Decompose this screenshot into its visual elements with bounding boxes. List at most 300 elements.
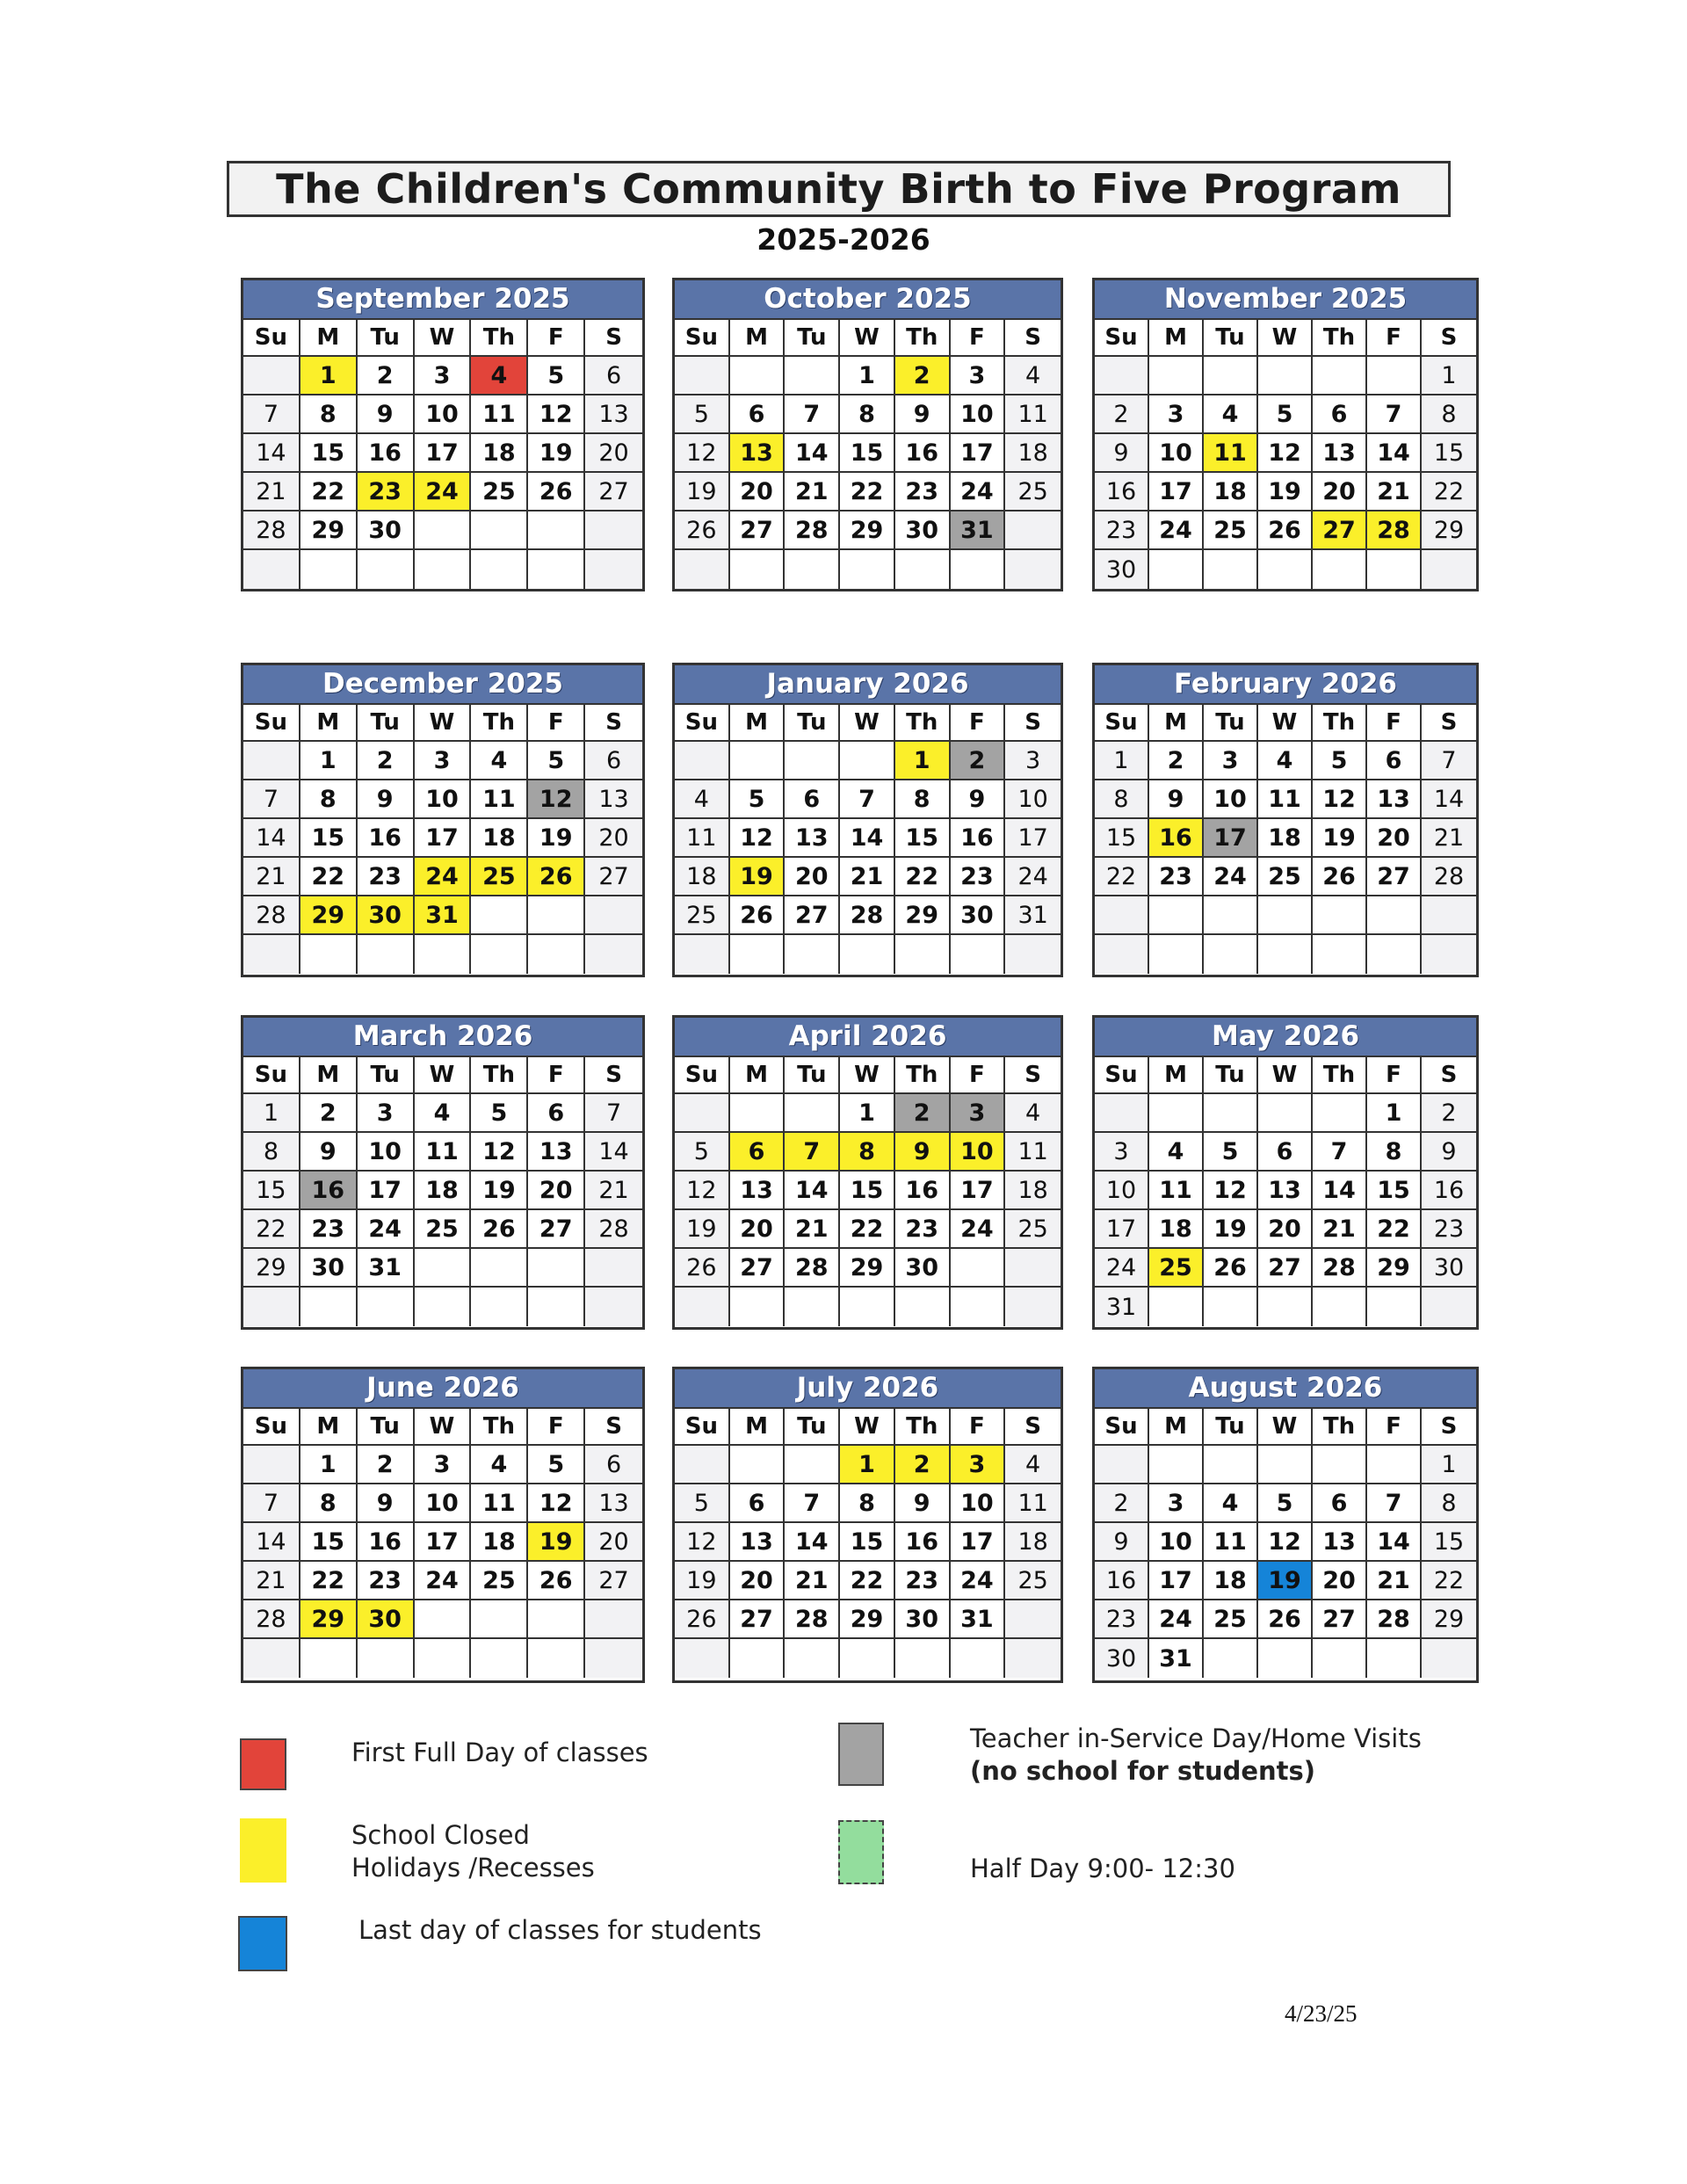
weekday-header: S bbox=[1422, 1409, 1476, 1446]
empty-day-cell bbox=[415, 550, 472, 589]
week-row bbox=[675, 1249, 1061, 1288]
day-cell: 23 bbox=[951, 858, 1006, 896]
empty-day-cell bbox=[840, 1288, 895, 1326]
day-cell: 13 bbox=[528, 1133, 585, 1172]
day-cell: 23 bbox=[895, 1562, 951, 1600]
empty-day-cell bbox=[471, 1639, 528, 1678]
week-row bbox=[1095, 1523, 1476, 1562]
day-cell: 2 bbox=[895, 1446, 951, 1484]
day-cell: 28 bbox=[243, 896, 300, 935]
day-cell: 28 bbox=[785, 1600, 840, 1639]
empty-day-cell bbox=[1313, 1094, 1367, 1133]
day-cell: 31 bbox=[1005, 896, 1061, 935]
day-cell: 30 bbox=[358, 896, 415, 935]
empty-day-cell bbox=[1149, 1446, 1204, 1484]
weekday-header: M bbox=[300, 320, 358, 357]
day-cell: 24 bbox=[951, 1562, 1006, 1600]
day-cell: 21 bbox=[785, 473, 840, 512]
day-cell: 27 bbox=[585, 858, 642, 896]
day-cell: 27 bbox=[1258, 1249, 1313, 1288]
day-cell: 17 bbox=[1005, 819, 1061, 858]
empty-day-cell bbox=[1258, 1094, 1313, 1133]
day-cell: 10 bbox=[415, 395, 472, 434]
empty-day-cell bbox=[1258, 1288, 1313, 1326]
day-cell: 21 bbox=[243, 1562, 300, 1600]
weekday-header: Th bbox=[471, 1057, 528, 1094]
weekday-header: W bbox=[415, 1057, 472, 1094]
empty-day-cell bbox=[528, 1249, 585, 1288]
day-cell: 20 bbox=[730, 1562, 786, 1600]
empty-day-cell bbox=[471, 935, 528, 974]
day-cell: 13 bbox=[1313, 1523, 1367, 1562]
day-cell: 26 bbox=[528, 858, 585, 896]
day-cell: 31 bbox=[358, 1249, 415, 1288]
week-row bbox=[1095, 1639, 1476, 1678]
day-cell: 11 bbox=[1149, 1172, 1204, 1210]
day-cell: 16 bbox=[358, 434, 415, 473]
empty-day-cell bbox=[528, 1600, 585, 1639]
weekday-header: S bbox=[1005, 1057, 1061, 1094]
day-cell: 13 bbox=[585, 395, 642, 434]
weekday-header: W bbox=[415, 320, 472, 357]
empty-day-cell bbox=[675, 742, 730, 780]
empty-day-cell bbox=[1005, 1600, 1061, 1639]
day-cell: 3 bbox=[1149, 1484, 1204, 1523]
weekday-header: Th bbox=[895, 1409, 951, 1446]
day-cell: 8 bbox=[895, 780, 951, 819]
day-cell: 19 bbox=[528, 1523, 585, 1562]
empty-day-cell bbox=[528, 935, 585, 974]
legend-swatch-blue bbox=[238, 1916, 287, 1971]
day-cell: 12 bbox=[1204, 1172, 1258, 1210]
empty-day-cell bbox=[300, 1639, 358, 1678]
day-cell: 24 bbox=[358, 1210, 415, 1249]
day-cell: 17 bbox=[415, 434, 472, 473]
day-cell: 17 bbox=[415, 819, 472, 858]
day-cell: 27 bbox=[1313, 1600, 1367, 1639]
day-cell: 13 bbox=[585, 780, 642, 819]
day-cell: 6 bbox=[1367, 742, 1422, 780]
day-cell: 24 bbox=[1149, 512, 1204, 550]
day-cell: 9 bbox=[1422, 1133, 1476, 1172]
day-cell: 31 bbox=[1095, 1288, 1149, 1326]
empty-day-cell bbox=[415, 512, 472, 550]
month-calendar bbox=[1092, 278, 1479, 591]
weekday-header: Tu bbox=[785, 1409, 840, 1446]
day-cell: 27 bbox=[730, 1600, 786, 1639]
empty-day-cell bbox=[675, 1094, 730, 1133]
day-cell: 27 bbox=[1313, 512, 1367, 550]
day-cell: 14 bbox=[785, 1172, 840, 1210]
day-cell: 10 bbox=[1005, 780, 1061, 819]
day-cell: 3 bbox=[951, 1094, 1006, 1133]
empty-day-cell bbox=[840, 742, 895, 780]
title-box bbox=[227, 161, 1451, 217]
week-row bbox=[675, 1484, 1061, 1523]
day-cell: 13 bbox=[1367, 780, 1422, 819]
day-cell: 3 bbox=[358, 1094, 415, 1133]
day-cell: 25 bbox=[1258, 858, 1313, 896]
weekday-header-row bbox=[243, 320, 642, 357]
month-calendar bbox=[672, 663, 1063, 977]
legend-swatch-yellow bbox=[240, 1818, 286, 1883]
day-cell: 30 bbox=[895, 1249, 951, 1288]
month-calendar bbox=[1092, 1015, 1479, 1330]
empty-day-cell bbox=[358, 1288, 415, 1326]
week-row bbox=[243, 395, 642, 434]
week-row bbox=[243, 896, 642, 935]
day-cell: 20 bbox=[1367, 819, 1422, 858]
empty-day-cell bbox=[1005, 1639, 1061, 1678]
day-cell: 7 bbox=[785, 1484, 840, 1523]
day-cell: 15 bbox=[1367, 1172, 1422, 1210]
week-row bbox=[675, 1600, 1061, 1639]
day-cell: 25 bbox=[1149, 1249, 1204, 1288]
day-cell: 23 bbox=[1095, 512, 1149, 550]
empty-day-cell bbox=[730, 1094, 786, 1133]
week-row bbox=[1095, 1484, 1476, 1523]
day-cell: 10 bbox=[1149, 1523, 1204, 1562]
month-title: December 2025 bbox=[243, 665, 642, 705]
weekday-header-row bbox=[243, 1057, 642, 1094]
day-cell: 8 bbox=[1367, 1133, 1422, 1172]
week-row bbox=[675, 1523, 1061, 1562]
weekday-header: S bbox=[1005, 705, 1061, 742]
day-cell: 18 bbox=[415, 1172, 472, 1210]
day-cell: 16 bbox=[358, 819, 415, 858]
day-cell: 7 bbox=[243, 395, 300, 434]
weekday-header: Th bbox=[471, 1409, 528, 1446]
month-title: July 2026 bbox=[675, 1369, 1061, 1409]
day-cell: 22 bbox=[840, 473, 895, 512]
week-row bbox=[1095, 1288, 1476, 1326]
month-calendar bbox=[672, 1015, 1063, 1330]
day-cell: 25 bbox=[471, 1562, 528, 1600]
day-cell: 11 bbox=[1258, 780, 1313, 819]
empty-day-cell bbox=[730, 1446, 786, 1484]
day-cell: 29 bbox=[840, 512, 895, 550]
weekday-header: Su bbox=[1095, 1057, 1149, 1094]
day-cell: 11 bbox=[1005, 395, 1061, 434]
weekday-header-row bbox=[675, 1409, 1061, 1446]
day-cell: 26 bbox=[730, 896, 786, 935]
empty-day-cell bbox=[1258, 896, 1313, 935]
day-cell: 23 bbox=[895, 473, 951, 512]
day-cell: 9 bbox=[895, 1484, 951, 1523]
day-cell: 31 bbox=[951, 512, 1006, 550]
week-row bbox=[675, 512, 1061, 550]
legend-inservice-line1: Teacher in-Service Day/Home Visits bbox=[970, 1723, 1422, 1753]
empty-day-cell bbox=[1149, 357, 1204, 395]
weekday-header: F bbox=[951, 1409, 1006, 1446]
empty-day-cell bbox=[895, 935, 951, 974]
weekday-header: Tu bbox=[358, 1057, 415, 1094]
day-cell: 11 bbox=[415, 1133, 472, 1172]
empty-day-cell bbox=[1422, 896, 1476, 935]
weekday-header: W bbox=[1258, 705, 1313, 742]
empty-day-cell bbox=[1095, 357, 1149, 395]
empty-day-cell bbox=[730, 357, 786, 395]
weekday-header: Tu bbox=[358, 705, 415, 742]
day-cell: 2 bbox=[1149, 742, 1204, 780]
day-cell: 18 bbox=[471, 819, 528, 858]
day-cell: 1 bbox=[895, 742, 951, 780]
week-row bbox=[1095, 1172, 1476, 1210]
day-cell: 23 bbox=[358, 1562, 415, 1600]
day-cell: 25 bbox=[1204, 512, 1258, 550]
week-row bbox=[243, 935, 642, 974]
week-row bbox=[1095, 550, 1476, 589]
weekday-header-row bbox=[1095, 1409, 1476, 1446]
day-cell: 29 bbox=[243, 1249, 300, 1288]
weekday-header: Su bbox=[675, 1057, 730, 1094]
legend-swatch-red bbox=[240, 1738, 286, 1790]
day-cell: 28 bbox=[1367, 1600, 1422, 1639]
day-cell: 21 bbox=[785, 1562, 840, 1600]
month-title: September 2025 bbox=[243, 280, 642, 320]
day-cell: 2 bbox=[951, 742, 1006, 780]
day-cell: 11 bbox=[1204, 1523, 1258, 1562]
day-cell: 4 bbox=[1005, 357, 1061, 395]
empty-day-cell bbox=[1204, 357, 1258, 395]
day-cell: 2 bbox=[895, 357, 951, 395]
empty-day-cell bbox=[585, 550, 642, 589]
day-cell: 5 bbox=[675, 395, 730, 434]
weekday-header: Tu bbox=[1204, 1057, 1258, 1094]
legend-swatch-gray bbox=[838, 1723, 884, 1786]
week-row bbox=[243, 1639, 642, 1678]
day-cell: 10 bbox=[415, 780, 472, 819]
week-row bbox=[1095, 434, 1476, 473]
weekday-header: Su bbox=[243, 1409, 300, 1446]
month-calendar bbox=[241, 278, 645, 591]
week-row bbox=[243, 858, 642, 896]
empty-day-cell bbox=[1149, 550, 1204, 589]
weekday-header: Su bbox=[243, 320, 300, 357]
month-title: March 2026 bbox=[243, 1018, 642, 1057]
day-cell: 23 bbox=[358, 858, 415, 896]
day-cell: 9 bbox=[895, 1133, 951, 1172]
day-cell: 14 bbox=[785, 1523, 840, 1562]
day-cell: 18 bbox=[1258, 819, 1313, 858]
day-cell: 4 bbox=[471, 742, 528, 780]
day-cell: 1 bbox=[840, 1094, 895, 1133]
day-cell: 5 bbox=[730, 780, 786, 819]
weekday-header-row bbox=[675, 705, 1061, 742]
weekday-header: W bbox=[840, 705, 895, 742]
empty-day-cell bbox=[1149, 1094, 1204, 1133]
day-cell: 1 bbox=[300, 742, 358, 780]
day-cell: 22 bbox=[1422, 1562, 1476, 1600]
legend-swatch-green bbox=[838, 1820, 884, 1884]
day-cell: 20 bbox=[785, 858, 840, 896]
weekday-header: M bbox=[730, 320, 786, 357]
day-cell: 6 bbox=[730, 1484, 786, 1523]
empty-day-cell bbox=[1005, 512, 1061, 550]
day-cell: 9 bbox=[358, 395, 415, 434]
week-row bbox=[243, 357, 642, 395]
weekday-header: M bbox=[300, 1409, 358, 1446]
weekday-header: F bbox=[1367, 705, 1422, 742]
weekday-header: Tu bbox=[1204, 1409, 1258, 1446]
week-row bbox=[675, 1446, 1061, 1484]
day-cell: 18 bbox=[1005, 1172, 1061, 1210]
weekday-header: F bbox=[951, 320, 1006, 357]
week-row bbox=[243, 1288, 642, 1326]
empty-day-cell bbox=[585, 896, 642, 935]
empty-day-cell bbox=[840, 935, 895, 974]
day-cell: 14 bbox=[1313, 1172, 1367, 1210]
day-cell: 13 bbox=[585, 1484, 642, 1523]
week-row bbox=[675, 1133, 1061, 1172]
empty-day-cell bbox=[1313, 896, 1367, 935]
empty-day-cell bbox=[1258, 1446, 1313, 1484]
empty-day-cell bbox=[675, 1288, 730, 1326]
empty-day-cell bbox=[895, 550, 951, 589]
day-cell: 5 bbox=[471, 1094, 528, 1133]
day-cell: 16 bbox=[895, 1523, 951, 1562]
day-cell: 17 bbox=[951, 434, 1006, 473]
legend-closed-line2: Holidays /Recesses bbox=[351, 1853, 595, 1883]
day-cell: 16 bbox=[951, 819, 1006, 858]
week-row bbox=[675, 1639, 1061, 1678]
weekday-header: S bbox=[1005, 320, 1061, 357]
weekday-header: Th bbox=[471, 705, 528, 742]
empty-day-cell bbox=[951, 935, 1006, 974]
day-cell: 5 bbox=[528, 742, 585, 780]
day-cell: 14 bbox=[1422, 780, 1476, 819]
day-cell: 18 bbox=[1204, 473, 1258, 512]
page-title: The Children's Community Birth to Five Program bbox=[276, 165, 1401, 213]
week-row bbox=[243, 1172, 642, 1210]
weekday-header: S bbox=[585, 705, 642, 742]
day-cell: 25 bbox=[471, 473, 528, 512]
weekday-header: Th bbox=[1313, 320, 1367, 357]
legend-closed-label bbox=[351, 1819, 595, 1884]
month-title: August 2026 bbox=[1095, 1369, 1476, 1409]
day-cell: 11 bbox=[471, 780, 528, 819]
empty-day-cell bbox=[1095, 1446, 1149, 1484]
empty-day-cell bbox=[471, 550, 528, 589]
day-cell: 14 bbox=[1367, 434, 1422, 473]
day-cell: 23 bbox=[1095, 1600, 1149, 1639]
weekday-header-row bbox=[1095, 1057, 1476, 1094]
weekday-header: M bbox=[730, 705, 786, 742]
day-cell: 9 bbox=[1095, 434, 1149, 473]
day-cell: 8 bbox=[1422, 395, 1476, 434]
day-cell: 7 bbox=[840, 780, 895, 819]
weekday-header: S bbox=[1422, 1057, 1476, 1094]
legend-first-day-label: First Full Day of classes bbox=[351, 1738, 648, 1767]
weekday-header: W bbox=[840, 320, 895, 357]
week-row bbox=[243, 512, 642, 550]
day-cell: 1 bbox=[300, 1446, 358, 1484]
day-cell: 6 bbox=[730, 395, 786, 434]
day-cell: 13 bbox=[1258, 1172, 1313, 1210]
day-cell: 26 bbox=[1204, 1249, 1258, 1288]
day-cell: 15 bbox=[1422, 434, 1476, 473]
day-cell: 15 bbox=[840, 434, 895, 473]
week-row bbox=[243, 1600, 642, 1639]
day-cell: 23 bbox=[1149, 858, 1204, 896]
day-cell: 24 bbox=[951, 1210, 1006, 1249]
empty-day-cell bbox=[675, 1639, 730, 1678]
day-cell: 18 bbox=[1005, 1523, 1061, 1562]
week-row bbox=[243, 742, 642, 780]
day-cell: 5 bbox=[1258, 395, 1313, 434]
day-cell: 5 bbox=[1313, 742, 1367, 780]
week-row bbox=[1095, 742, 1476, 780]
day-cell: 20 bbox=[1313, 473, 1367, 512]
day-cell: 15 bbox=[243, 1172, 300, 1210]
empty-day-cell bbox=[1258, 357, 1313, 395]
day-cell: 7 bbox=[1313, 1133, 1367, 1172]
week-row bbox=[675, 819, 1061, 858]
day-cell: 12 bbox=[1258, 1523, 1313, 1562]
week-row bbox=[675, 1562, 1061, 1600]
day-cell: 5 bbox=[1204, 1133, 1258, 1172]
empty-day-cell bbox=[415, 1600, 472, 1639]
day-cell: 15 bbox=[300, 434, 358, 473]
empty-day-cell bbox=[730, 1639, 786, 1678]
legend-inservice-line2: (no school for students) bbox=[970, 1756, 1316, 1786]
day-cell: 17 bbox=[951, 1523, 1006, 1562]
day-cell: 12 bbox=[675, 1172, 730, 1210]
empty-day-cell bbox=[785, 357, 840, 395]
day-cell: 26 bbox=[1258, 1600, 1313, 1639]
weekday-header: W bbox=[415, 705, 472, 742]
day-cell: 8 bbox=[243, 1133, 300, 1172]
day-cell: 22 bbox=[300, 858, 358, 896]
week-row bbox=[1095, 1446, 1476, 1484]
empty-day-cell bbox=[1313, 357, 1367, 395]
weekday-header: Su bbox=[675, 320, 730, 357]
day-cell: 10 bbox=[358, 1133, 415, 1172]
empty-day-cell bbox=[1367, 935, 1422, 974]
day-cell: 2 bbox=[358, 742, 415, 780]
day-cell: 25 bbox=[675, 896, 730, 935]
day-cell: 28 bbox=[1422, 858, 1476, 896]
empty-day-cell bbox=[1258, 1639, 1313, 1678]
weekday-header: M bbox=[1149, 320, 1204, 357]
day-cell: 16 bbox=[1422, 1172, 1476, 1210]
week-row bbox=[675, 395, 1061, 434]
weekday-header: F bbox=[528, 1409, 585, 1446]
day-cell: 16 bbox=[1095, 473, 1149, 512]
day-cell: 26 bbox=[1258, 512, 1313, 550]
day-cell: 18 bbox=[1005, 434, 1061, 473]
day-cell: 18 bbox=[471, 1523, 528, 1562]
day-cell: 4 bbox=[1005, 1094, 1061, 1133]
week-row bbox=[1095, 858, 1476, 896]
month-calendar bbox=[672, 1367, 1063, 1683]
empty-day-cell bbox=[675, 550, 730, 589]
empty-day-cell bbox=[415, 935, 472, 974]
empty-day-cell bbox=[585, 1600, 642, 1639]
day-cell: 30 bbox=[895, 512, 951, 550]
day-cell: 1 bbox=[1367, 1094, 1422, 1133]
weekday-header: Su bbox=[1095, 1409, 1149, 1446]
day-cell: 28 bbox=[1367, 512, 1422, 550]
day-cell: 28 bbox=[243, 1600, 300, 1639]
week-row bbox=[243, 1094, 642, 1133]
empty-day-cell bbox=[1204, 550, 1258, 589]
day-cell: 25 bbox=[1204, 1600, 1258, 1639]
week-row bbox=[243, 819, 642, 858]
day-cell: 6 bbox=[585, 357, 642, 395]
day-cell: 13 bbox=[730, 1172, 786, 1210]
day-cell: 1 bbox=[300, 357, 358, 395]
